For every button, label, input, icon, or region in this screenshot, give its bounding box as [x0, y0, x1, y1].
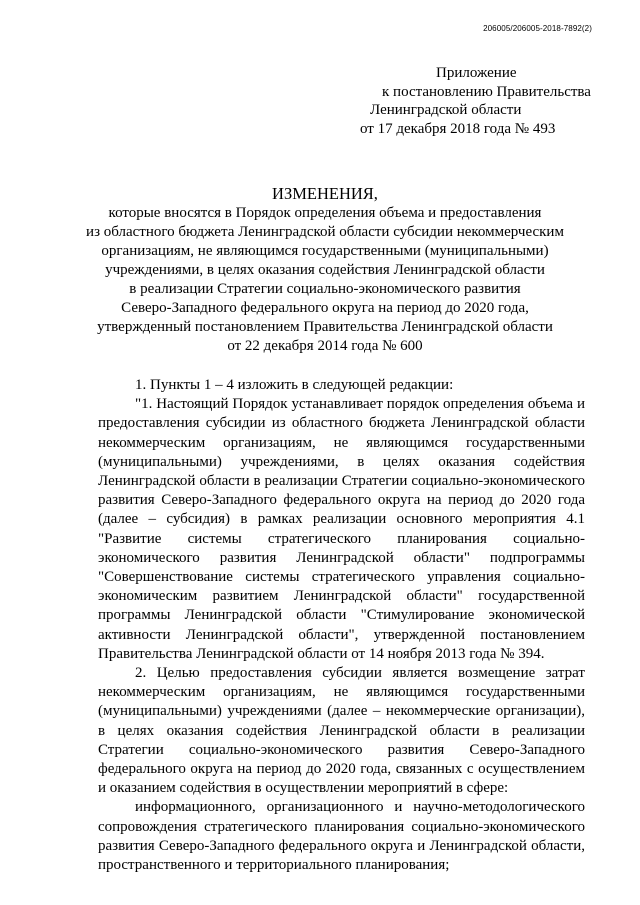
appendix-header — [360, 64, 591, 138]
appendix-line-1: Приложение — [436, 65, 517, 81]
title-line: утвержденный постановлением Правительства Ленинградской области — [97, 319, 553, 335]
appendix-line-3: Ленинградской области — [370, 102, 522, 118]
body-paragraph-3: 2. Целью предоставления субсидии является возмещение затрат некоммерческим организациям, не являющимся государственными (муниципальными) учреждениями (далее – некоммерческие организации), в целях оказания содействия Ленинградской области в реализации Стратегии социально-экономического развития Северо-Западного федерального округа на период до 2020 года, связанных с осуществлением и оказанием содействия в осуществлении мероприятий в сфере: — [98, 665, 585, 797]
title-heading: ИЗМЕНЕНИЯ, — [272, 184, 378, 203]
title-line: учреждениями, в целях оказания содействия Ленинградской области — [105, 262, 545, 278]
title-line: Северо-Западного федерального округа на период до 2020 года, — [121, 300, 529, 316]
appendix-line-2: к постановлению Правительства — [382, 83, 591, 100]
title-line: которые вносятся в Порядок определения объема и предоставления — [108, 205, 542, 221]
body-paragraph-2: "1. Настоящий Порядок устанавливает порядок определения объема и предоставления субсидии из областного бюджета Ленинградской области некоммерческим организациям, не являющимся государственными (муниципальными) учреждениями, в целях оказания содействия Ленинградской области в реализации Стратегии социально-экономического развития Северо-Западного федерального округа на период до 2020 года (далее – субсидия) в рамках реализации основного мероприятия 4.1 "Развитие системы стратегического планирования социально-экономического развития Ленинградской области" подпрограммы "Совершенствование системы стратегического управления социально-экономическим развитием Ленинградской области" государственной программы Ленинградской области "Стимулирование экономической активности Ленинградской области", утвержденной постановлением Правительства Ленинградской области от 14 ноября 2013 года № 394. — [98, 396, 585, 662]
body-paragraph-1: 1. Пункты 1 – 4 изложить в следующей редакции: — [135, 377, 454, 393]
body-paragraph-4: информационного, организационного и научно-методологического сопровождения стратегического планирования социально-экономического развития Северо-Западного федерального округа и Ленинградской области, пространственного и территориального планирования; — [98, 799, 585, 874]
title-line: от 22 декабря 2014 года № 600 — [227, 338, 423, 354]
appendix-line-4: от 17 декабря 2018 года № 493 — [360, 120, 556, 137]
title-line: в реализации Стратегии социально-экономического развития — [129, 281, 521, 297]
document-id: 206005/206005-2018-7892(2) — [483, 24, 592, 33]
document-title — [70, 184, 580, 356]
document-body — [98, 376, 585, 875]
title-line: организациям, не являющимся государственными (муниципальными) — [101, 243, 549, 259]
title-line: из областного бюджета Ленинградской области субсидии некоммерческим — [86, 224, 564, 240]
